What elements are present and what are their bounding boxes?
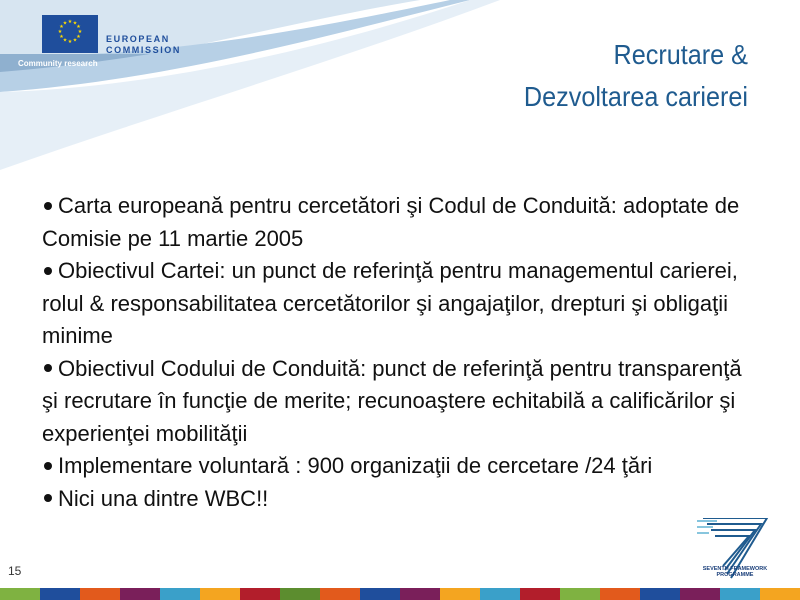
eu-flag-logo (42, 15, 98, 53)
stripe-segment (320, 588, 360, 600)
stripe-segment (240, 588, 280, 600)
stripe-segment (640, 588, 680, 600)
fp7-line1: SEVENTH FRAMEWORK (702, 566, 768, 572)
stripe-segment (200, 588, 240, 600)
svg-text:★: ★ (76, 24, 81, 30)
bullet-icon (44, 267, 52, 275)
title-line-2: Dezvoltarea carierei (523, 81, 748, 112)
eu-logo-text (106, 34, 181, 56)
bullet-text: Nici una dintre WBC!! (58, 485, 269, 511)
bullet-list (42, 190, 762, 515)
eu-stars-icon (42, 15, 98, 53)
svg-text:★: ★ (59, 34, 64, 40)
stripe-segment (40, 588, 80, 600)
slide-number: 15 (8, 564, 22, 578)
svg-text:★: ★ (72, 37, 78, 44)
bullet-icon (44, 364, 52, 372)
stripe-segment (120, 588, 160, 600)
fp7-line2: PROGRAMME (716, 572, 754, 578)
community-research-tagline: Community research (18, 59, 98, 68)
bullet-icon (44, 494, 52, 502)
bullet-item (42, 450, 762, 483)
svg-text:★: ★ (62, 20, 68, 27)
svg-text:★: ★ (67, 19, 73, 25)
svg-text:★: ★ (76, 34, 81, 40)
slide-title (524, 34, 748, 118)
svg-text:★: ★ (77, 29, 83, 35)
stripe-segment (680, 588, 720, 600)
bullet-text: Carta europeană pentru cercetători şi Codul de Conduită: adoptate de Comisie pe 11 martie 2005 (42, 193, 740, 251)
stripe-segment (440, 588, 480, 600)
bullet-text: Implementare voluntară : 900 organizaţii de cercetare /24 ţări (58, 453, 653, 478)
svg-text:★: ★ (72, 20, 78, 27)
svg-text:★: ★ (67, 39, 73, 45)
eu-line2: COMMISSION (106, 45, 182, 55)
stripe-segment (0, 588, 40, 600)
title-line-1: Recrutare & (613, 39, 748, 70)
stripe-segment (160, 588, 200, 600)
bullet-item (42, 190, 762, 255)
bullet-item (42, 255, 762, 353)
svg-text:★: ★ (57, 29, 63, 35)
stripe-segment (360, 588, 400, 600)
stripe-segment (400, 588, 440, 600)
stripe-segment (720, 588, 760, 600)
stripe-segment (80, 588, 120, 600)
eu-line1: EUROPEAN (106, 34, 170, 44)
bullet-icon (44, 202, 52, 210)
svg-text:★: ★ (62, 37, 68, 44)
bullet-text: Obiectivul Codului de Conduită: punct de referinţă pentru transparenţă şi recrutare în funcţie de merite; recunoaştere echitabilă a calificărilor şi experienţei mobilităţii (42, 355, 742, 446)
stripe-segment (480, 588, 520, 600)
bullet-item (42, 353, 762, 451)
stripe-segment (760, 588, 800, 600)
stripe-segment (600, 588, 640, 600)
stripe-segment (520, 588, 560, 600)
stripe-segment (280, 588, 320, 600)
footer-color-stripe (0, 588, 800, 600)
bullet-icon (44, 462, 52, 470)
svg-text:★: ★ (59, 24, 64, 30)
fp7-logo-text (693, 566, 777, 578)
bullet-item (42, 483, 762, 516)
stripe-segment (560, 588, 600, 600)
bullet-text: Obiectivul Cartei: un punct de referinţă pentru managementul carierei, rolul & responsabilitatea cercetătorilor şi angajaţilor, drepturi şi obligaţii minime (42, 258, 738, 348)
